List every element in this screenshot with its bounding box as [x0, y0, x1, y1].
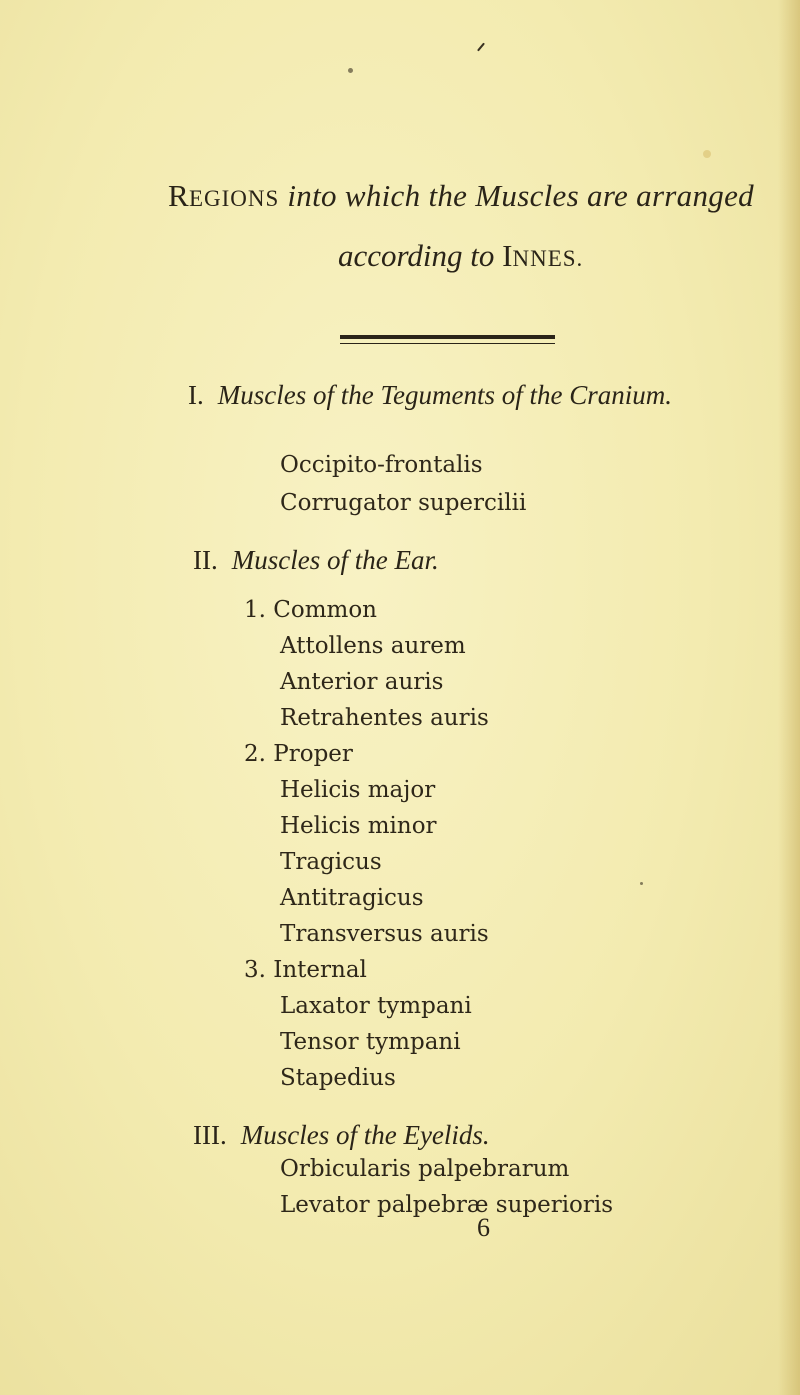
- muscle-entry: Attollens aurem: [280, 633, 466, 659]
- muscle-entry: Tensor tympani: [280, 1029, 461, 1055]
- muscle-entry: Transversus auris: [280, 921, 489, 947]
- muscle-entry: Laxator tympani: [280, 993, 472, 1019]
- section-label: Muscles of the Eyelids.: [240, 1120, 490, 1150]
- section-numeral: I.: [188, 380, 204, 410]
- section-head-3: [193, 1120, 490, 1151]
- title-rule-thin: [340, 343, 555, 344]
- subgroup-heading: 2. Proper: [244, 741, 353, 767]
- muscle-entry: Corrugator supercilii: [280, 490, 527, 516]
- regions-small-caps: EGIONS: [188, 186, 280, 211]
- subgroup-heading: 1. Common: [244, 597, 377, 623]
- paper-speck: [477, 43, 485, 52]
- page-title-line-2: [338, 238, 583, 274]
- muscle-entry: Helicis minor: [280, 813, 437, 839]
- innes-small-caps: NNES.: [512, 246, 584, 271]
- paper-speck: [348, 68, 353, 73]
- title-rule-thick: [340, 335, 555, 339]
- title-italic-1: into which the Muscles are arranged: [287, 178, 754, 213]
- title-italic-2: according to: [338, 238, 495, 273]
- muscle-entry: Orbicularis palpebrarum: [280, 1156, 570, 1182]
- innes-initial: I: [502, 238, 513, 273]
- section-head-1: [188, 380, 672, 411]
- page-title-line-1: [168, 178, 754, 214]
- muscle-entry: Anterior auris: [280, 669, 444, 695]
- section-head-2: [193, 545, 439, 576]
- subgroup-heading: 3. Internal: [244, 957, 367, 983]
- page-edge-shadow: [778, 0, 800, 1395]
- muscle-entry: Occipito-frontalis: [280, 452, 483, 478]
- paper-speck: [703, 150, 711, 158]
- section-label: Muscles of the Ear.: [231, 545, 439, 575]
- muscle-entry: Tragicus: [280, 849, 382, 875]
- section-numeral: III.: [193, 1120, 227, 1150]
- muscle-entry: Levator palpebræ superioris: [280, 1192, 614, 1218]
- muscle-entry: Helicis major: [280, 777, 436, 803]
- section-numeral: II.: [193, 545, 218, 575]
- regions-initial: R: [168, 178, 189, 213]
- muscle-entry: Antitragicus: [280, 885, 424, 911]
- muscle-entry: Retrahentes auris: [280, 705, 489, 731]
- muscle-entry: Stapedius: [280, 1065, 396, 1091]
- section-label: Muscles of the Teguments of the Cranium.: [217, 380, 672, 410]
- page-number: 6: [477, 1213, 490, 1242]
- paper-speck: [640, 882, 643, 885]
